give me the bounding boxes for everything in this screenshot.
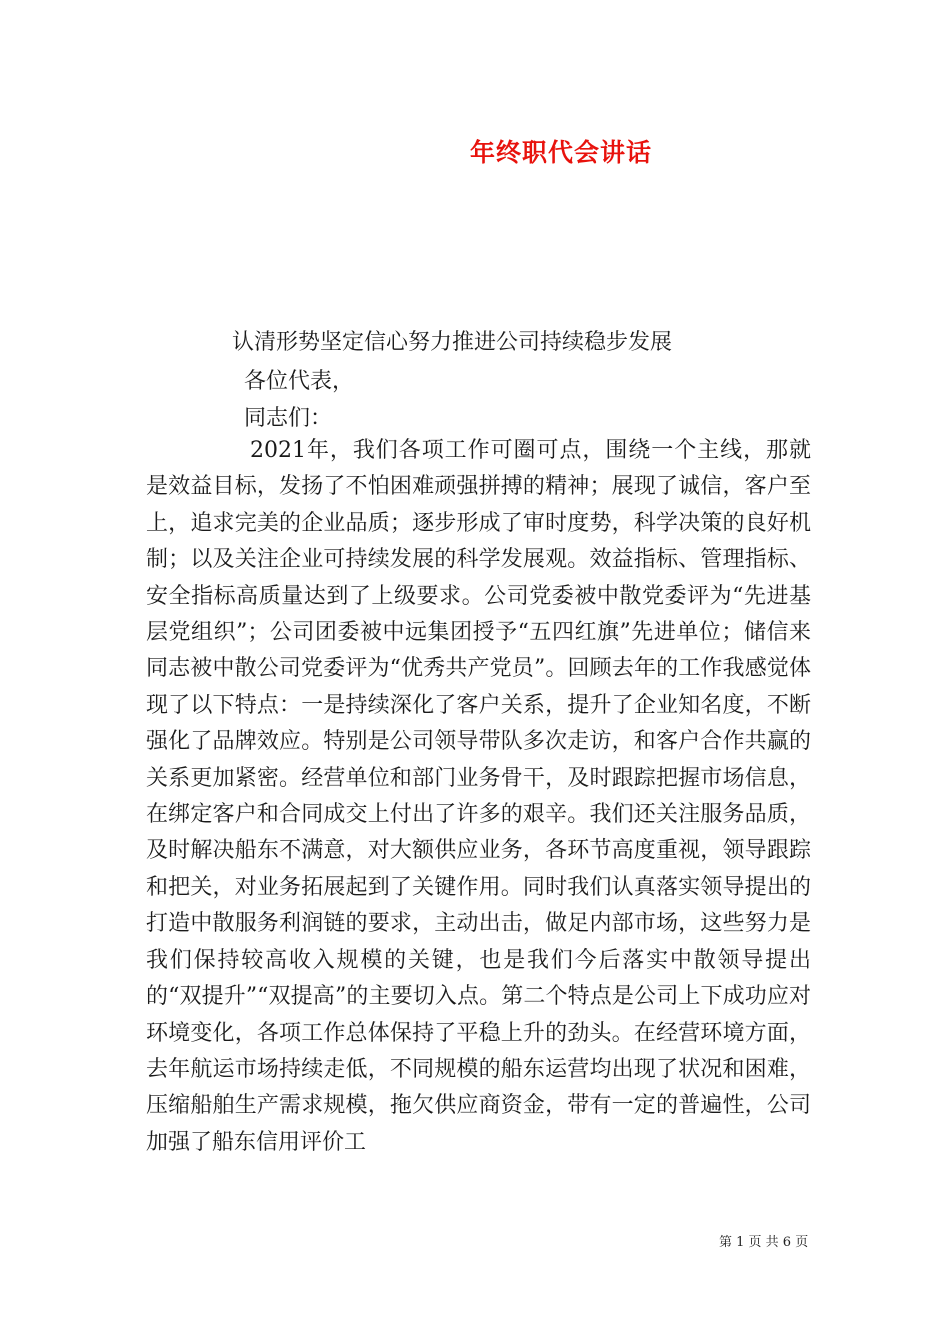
document-subtitle: 认清形势坚定信心努力推进公司持续稳步发展	[232, 330, 673, 355]
body-paragraph: 2021年，我们各项工作可圈可点，围绕一个主线，那就是效益目标，发扬了不怕困难顽强拼搏的精神；展现了诚信，客户至上，追求完美的企业品质；逐步形成了审时度势，科学决策的良好机制；以及关注企业可持续发展的科学发展观。效益指标、管理指标、安全指标高质量达到了上级要求。公司党委被中散党委评为“先进基层党组织”；公司团委被中远集团授予“五四红旗”先进单位；储信来同志被中散公司党委评为“优秀共产党员”。回顾去年的工作我感觉体现了以下特点：一是持续深化了客户关系，提升了企业知名度，不断强化了品牌效应。特别是公司领导带队多次走访，和客户合作共赢的关系更加紧密。经营单位和部门业务骨干，及时跟踪把握市场信息，在绑定客户和合同成交上付出了许多的艰辛。我们还关注服务品质，及时解决船东不满意，对大额供应业务，各环节高度重视，领导跟踪和把关，对业务拓展起到了关键作用。同时我们认真落实领导提出的打造中散服务利润链的要求，主动出击，做足内部市场，这些努力是我们保持较高收入规模的关键，也是我们今后落实中散领导提出的“双提升”“双提高”的主要切入点。第二个特点是公司上下成功应对环境变化，各项工作总体保持了平稳上升的劲头。在经营环境方面，去年航运市场持续走低，不同规模的船东运营均出现了状况和困难，压缩船舶生产需求规模，拖欠供应商资金，带有一定的普遍性，公司加强了船东信用评价工	[146, 438, 811, 1155]
salutation-comrades: 同志们：	[244, 406, 333, 431]
page-number-footer: 第 1 页 共 6 页	[719, 1235, 809, 1250]
salutation-delegates: 各位代表，	[244, 369, 355, 394]
document-title: 年终职代会讲话	[470, 138, 653, 167]
